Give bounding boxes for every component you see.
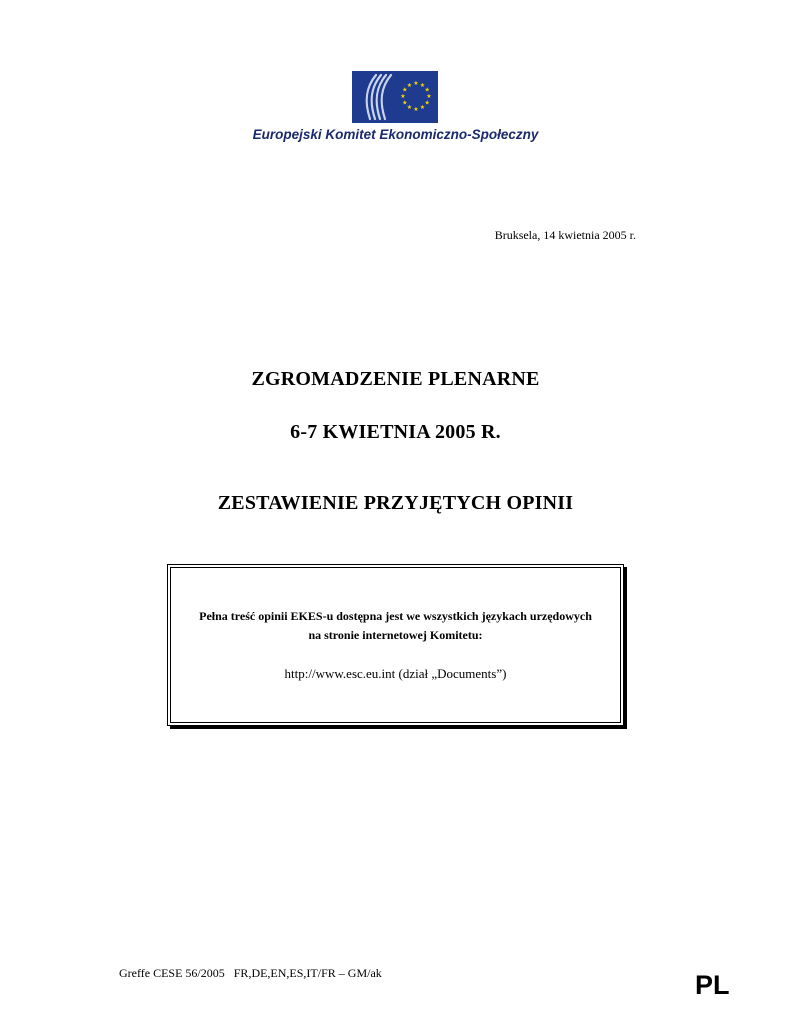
notice-line-2: na stronie internetowej Komitetu: [308, 628, 483, 642]
svg-text:★: ★ [402, 86, 408, 94]
organization-name: Europejski Komitet Ekonomiczno-Społeczny [252, 127, 539, 142]
notice-box [167, 564, 624, 726]
website-link[interactable]: http://www.esc.eu.int (dział „Documents”) [284, 666, 507, 681]
eesc-logo [352, 71, 438, 123]
assembly-heading: ZGROMADZENIE PLENARNE [251, 368, 540, 390]
notice-text [168, 607, 623, 645]
notice-line-1: Pełna treść opinii EKES-u dostępna jest we wszystkich językach urzędowych [199, 609, 592, 623]
document-reference: Greffe CESE 56/2005 FR,DE,EN,ES,IT/FR – GM/ak [119, 966, 382, 980]
language-code: PL [695, 970, 730, 1000]
svg-text:★: ★ [419, 104, 426, 112]
svg-text:★: ★ [400, 93, 406, 100]
session-dates-heading: 6-7 KWIETNIA 2005 R. [290, 421, 501, 443]
svg-text:★: ★ [406, 104, 413, 112]
svg-text:★: ★ [413, 106, 419, 113]
svg-text:★: ★ [426, 93, 432, 100]
svg-text:★: ★ [419, 81, 426, 89]
svg-text:★: ★ [413, 80, 419, 87]
summary-heading: ZESTAWIENIE PRZYJĘTYCH OPINII [217, 492, 574, 514]
notice-inner-border [170, 567, 621, 723]
svg-text:★: ★ [406, 81, 413, 89]
svg-text:★: ★ [424, 99, 430, 107]
svg-text:★: ★ [424, 86, 430, 94]
document-date: Bruksela, 14 kwietnia 2005 r. [494, 228, 636, 242]
svg-text:★: ★ [402, 99, 408, 107]
